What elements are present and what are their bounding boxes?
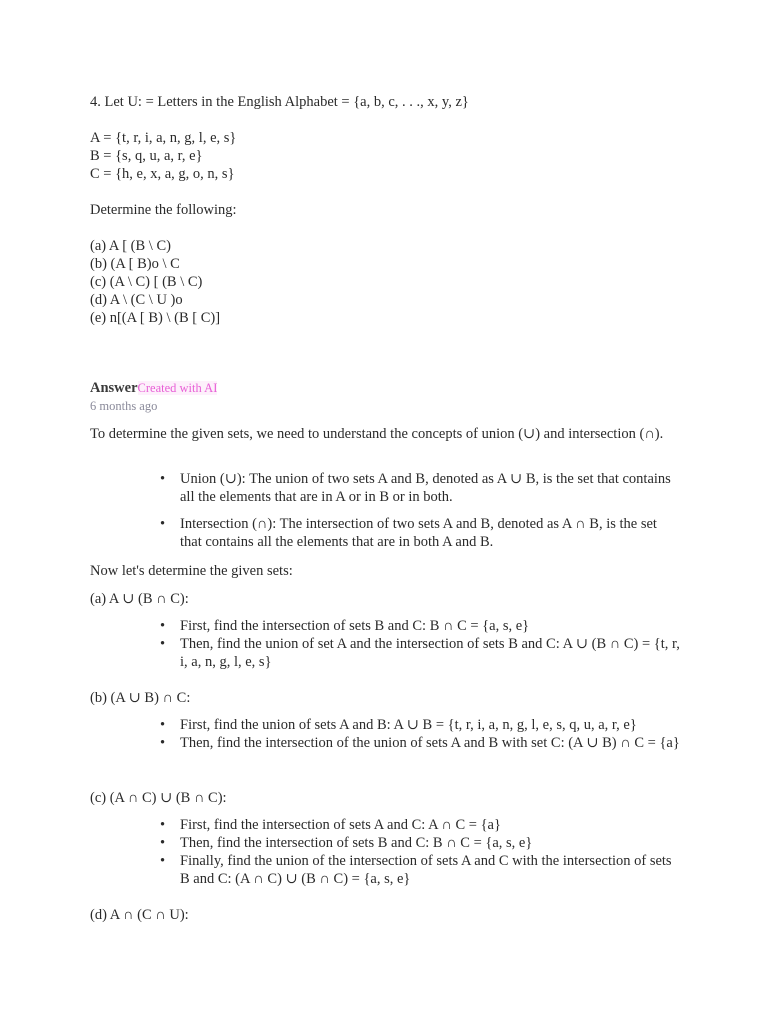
solution-b-steps [160, 716, 680, 752]
list-item: • Then, find the union of set A and the intersection of sets B and C: A ∪ (B ∩ C) = {t, r, i, a, n, g, l, e, s} [160, 635, 680, 671]
question-prompt: Determine the following: [90, 202, 237, 218]
list-item: • Finally, find the union of the intersection of sets A and C with the intersection of sets B and C: (A ∩ C) ∪ (B ∩ C) = {a, s, e} [160, 852, 680, 888]
question-part-c: (c) (A \ C) [ (B \ C) [90, 274, 203, 290]
question-part-e: (e) n[(A [ B) \ (B [ C)] [90, 310, 221, 326]
solution-d-heading: (d) A ∩ (C ∩ U): [90, 907, 189, 923]
solution-c-steps [160, 816, 680, 888]
question-part-d: (d) A \ (C \ U )o [90, 292, 183, 308]
solution-a-steps [160, 617, 680, 671]
answer-label: Answer [90, 380, 138, 396]
question-header: 4. Let U: = Letters in the English Alphabet = {a, b, c, . . ., x, y, z} [90, 94, 469, 110]
set-a-definition: A = {t, r, i, a, n, g, l, e, s} [90, 130, 237, 146]
set-c-definition: C = {h, e, x, a, g, o, n, s} [90, 166, 235, 182]
list-item: • Union (∪): The union of two sets A and B, denoted as A ∪ B, is the set that contains all the elements that are in A or in B or in both. [160, 470, 680, 506]
answer-timestamp: 6 months ago [90, 399, 158, 413]
ai-badge: Created with AI [137, 381, 218, 395]
list-item: • Then, find the intersection of sets B and C: B ∩ C = {a, s, e} [160, 834, 680, 852]
solution-c-heading: (c) (A ∩ C) ∪ (B ∩ C): [90, 790, 227, 806]
question-part-a: (a) A [ (B \ C) [90, 238, 171, 254]
answer-header [90, 380, 217, 397]
list-item: • First, find the union of sets A and B: A ∪ B = {t, r, i, a, n, g, l, e, s, q, u, a, r, e} [160, 716, 680, 734]
concept-list [160, 470, 680, 560]
list-item: • Intersection (∩): The intersection of two sets A and B, denoted as A ∩ B, is the set that contains all the elements that are in both A and B. [160, 515, 680, 551]
question-part-b: (b) (A [ B)o \ C [90, 256, 180, 272]
transition-text: Now let's determine the given sets: [90, 563, 293, 579]
set-b-definition: B = {s, q, u, a, r, e} [90, 148, 203, 164]
answer-intro: To determine the given sets, we need to understand the concepts of union (∪) and intersection (∩). [90, 426, 664, 442]
list-item: • First, find the intersection of sets B and C: B ∩ C = {a, s, e} [160, 617, 680, 635]
list-item: • First, find the intersection of sets A and C: A ∩ C = {a} [160, 816, 680, 834]
solution-b-heading: (b) (A ∪ B) ∩ C: [90, 690, 191, 706]
list-item: • Then, find the intersection of the union of sets A and B with set C: (A ∪ B) ∩ C = {a} [160, 734, 680, 752]
solution-a-heading: (a) A ∪ (B ∩ C): [90, 591, 189, 607]
